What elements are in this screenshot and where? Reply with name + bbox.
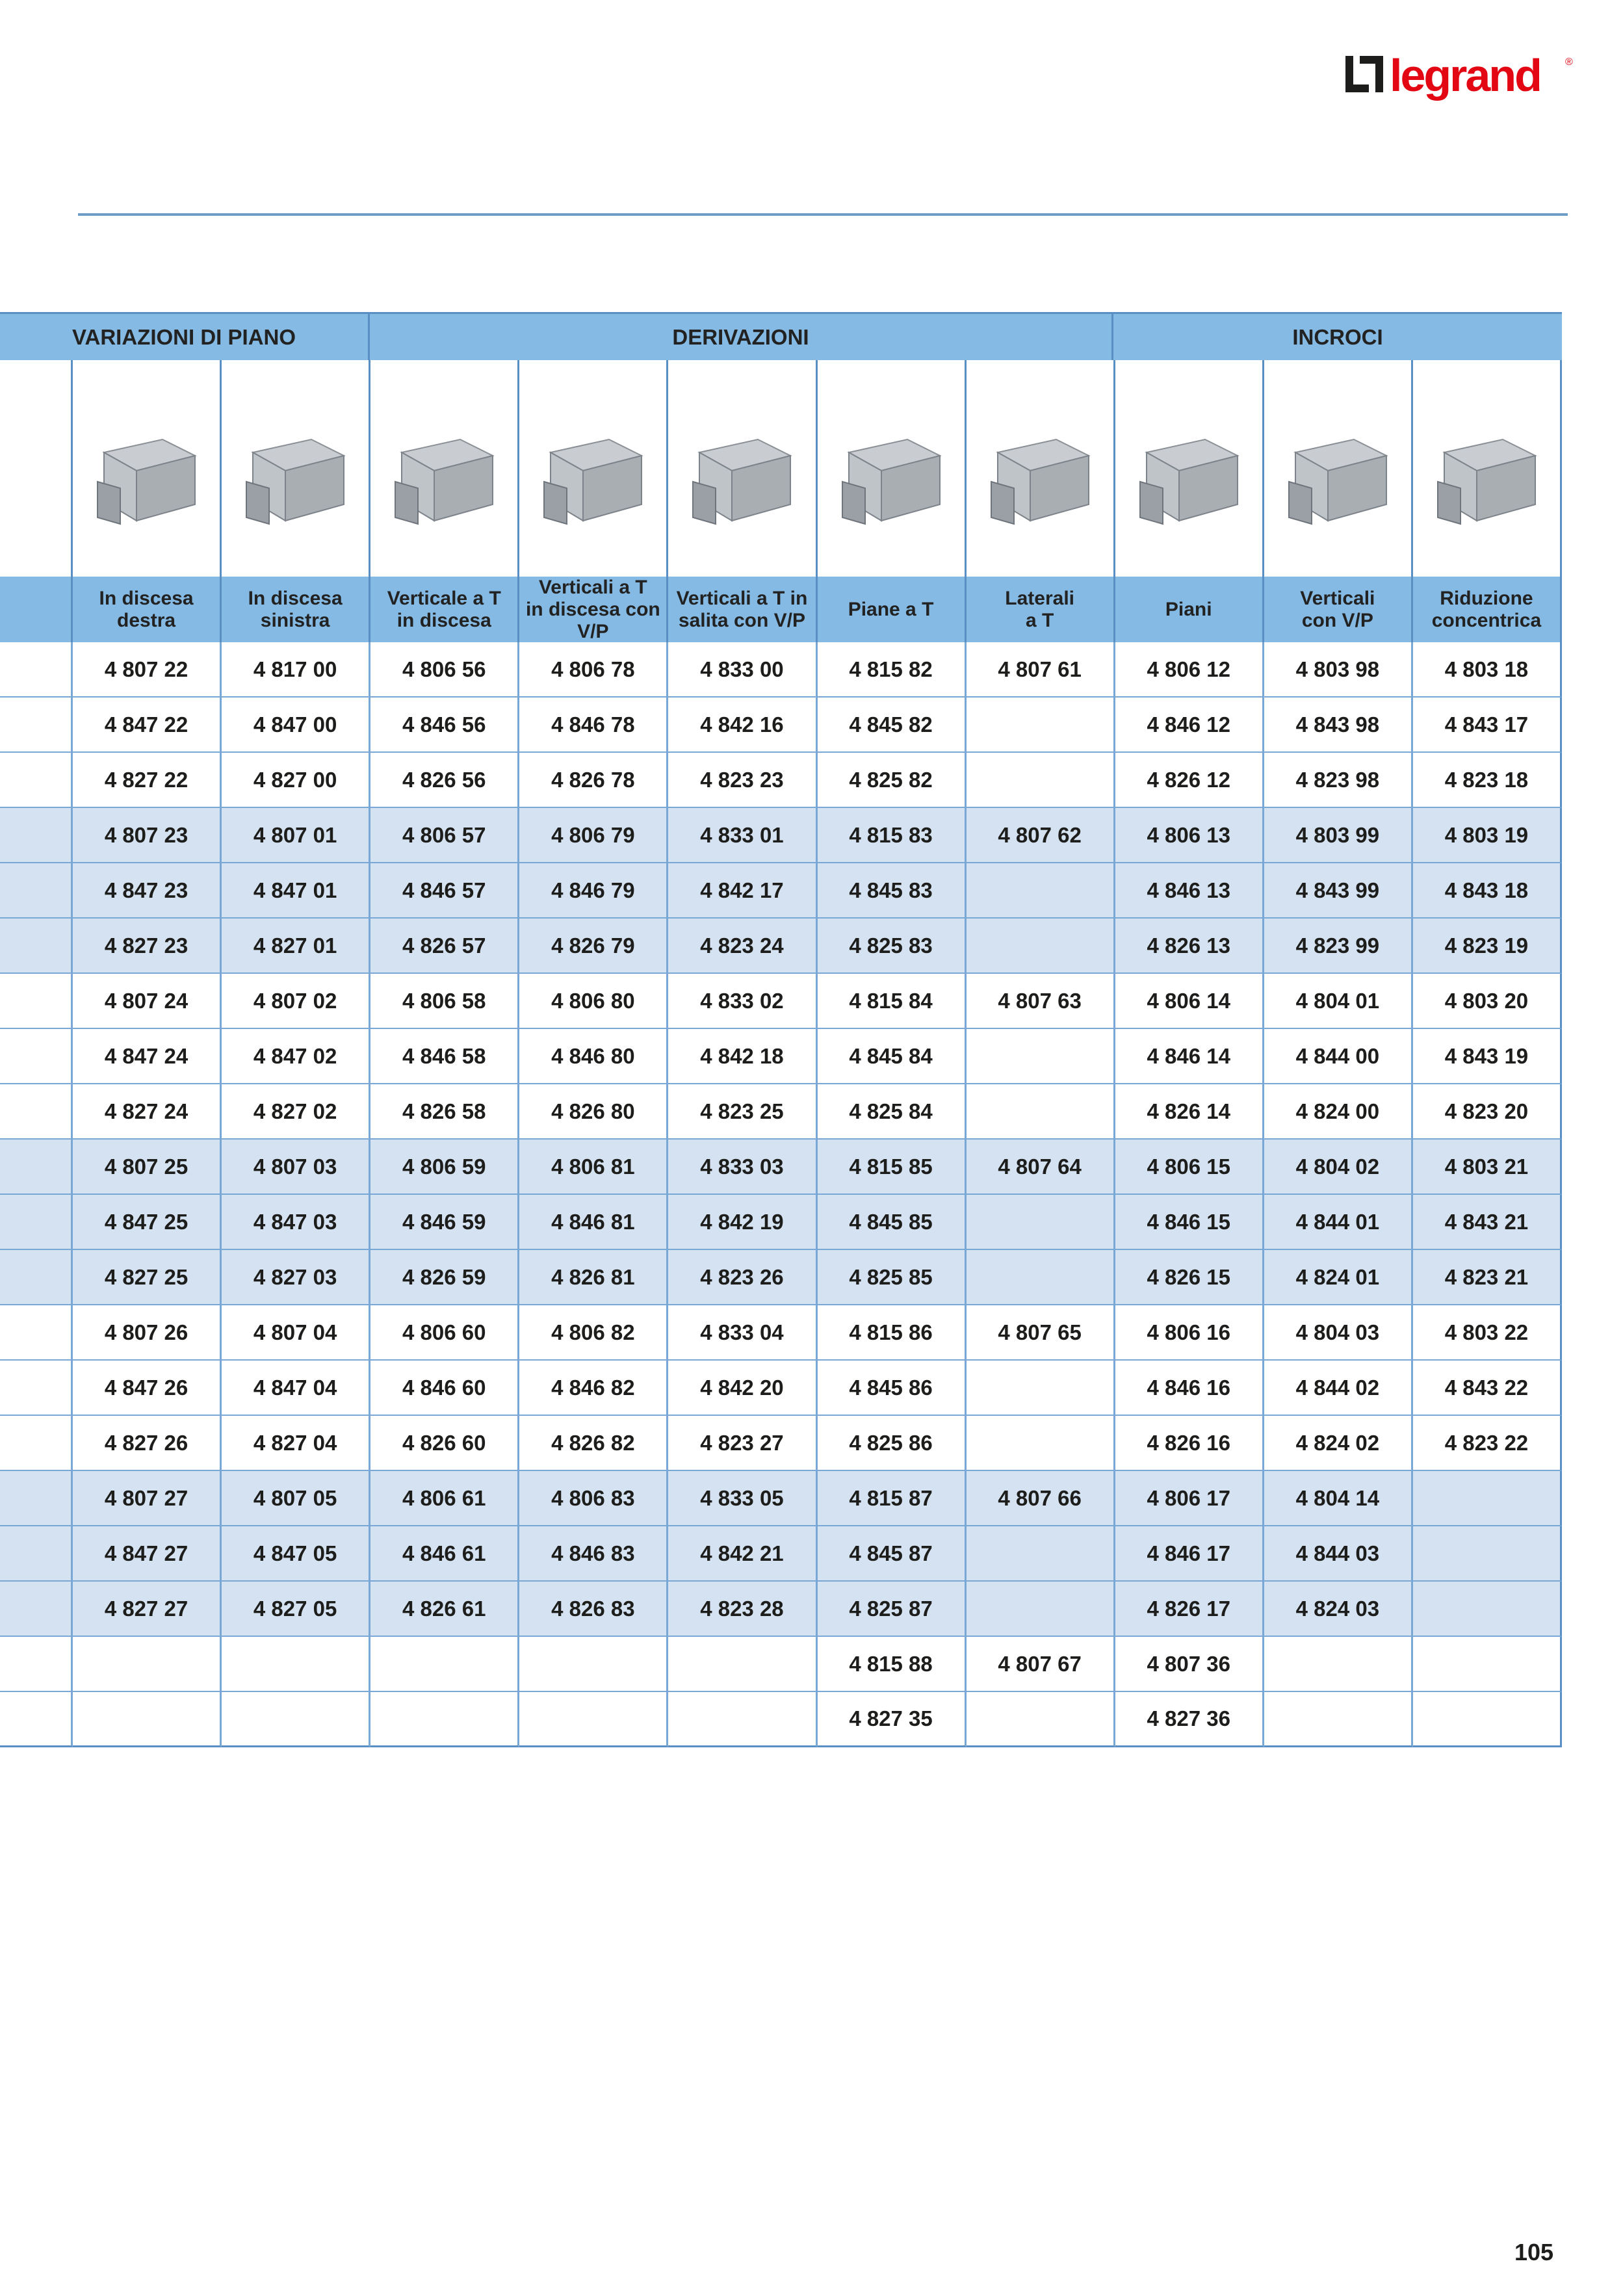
image-row-spacer xyxy=(0,360,73,577)
row-spacer xyxy=(0,1140,73,1195)
column-header: Verticali con V/P xyxy=(1264,577,1413,643)
row-spacer xyxy=(0,1526,73,1582)
table-row xyxy=(0,1471,1562,1526)
product-code-cell: 4 826 78 xyxy=(519,753,668,808)
product-code-cell: 4 833 05 xyxy=(668,1471,817,1526)
image-cell xyxy=(818,360,967,577)
product-code-cell: 4 806 82 xyxy=(519,1305,668,1361)
product-code-cell: 4 823 19 xyxy=(1413,919,1562,974)
product-code-cell xyxy=(967,1361,1115,1416)
product-code-cell xyxy=(967,753,1115,808)
product-code-cell: 4 826 14 xyxy=(1115,1084,1264,1140)
table-row xyxy=(0,753,1562,808)
product-code-cell: 4 845 83 xyxy=(818,863,967,919)
product-code-cell: 4 806 83 xyxy=(519,1471,668,1526)
product-code-cell: 4 807 05 xyxy=(222,1471,370,1526)
column-header: Piani xyxy=(1115,577,1264,643)
vertical-cross-vp-image xyxy=(1276,394,1399,543)
product-code-cell xyxy=(967,1084,1115,1140)
product-code-cell: 4 815 86 xyxy=(818,1305,967,1361)
product-code-cell: 4 826 80 xyxy=(519,1084,668,1140)
product-code-cell: 4 815 85 xyxy=(818,1140,967,1195)
product-code-cell: 4 824 01 xyxy=(1264,1250,1413,1305)
column-header: Piane a T xyxy=(818,577,967,643)
product-code-cell xyxy=(1264,1692,1413,1747)
product-code-cell: 4 847 22 xyxy=(73,698,222,753)
product-code-cell: 4 846 56 xyxy=(370,698,519,753)
product-code-cell: 4 827 22 xyxy=(73,753,222,808)
product-code-cell xyxy=(519,1692,668,1747)
product-code-cell: 4 826 16 xyxy=(1115,1416,1264,1471)
product-code-cell: 4 826 12 xyxy=(1115,753,1264,808)
product-code-cell: 4 804 02 xyxy=(1264,1140,1413,1195)
product-code-cell: 4 825 82 xyxy=(818,753,967,808)
product-code-cell: 4 827 27 xyxy=(73,1582,222,1637)
product-code-cell: 4 847 24 xyxy=(73,1029,222,1084)
product-code-cell: 4 823 24 xyxy=(668,919,817,974)
product-code-cell: 4 826 60 xyxy=(370,1416,519,1471)
product-code-cell: 4 844 00 xyxy=(1264,1029,1413,1084)
row-spacer xyxy=(0,1416,73,1471)
product-code-cell xyxy=(1264,1637,1413,1692)
vertical-t-descending-vp-image xyxy=(531,394,655,543)
product-code-cell: 4 807 04 xyxy=(222,1305,370,1361)
table-row xyxy=(0,863,1562,919)
product-code-cell: 4 826 57 xyxy=(370,919,519,974)
product-code-cell: 4 807 24 xyxy=(73,974,222,1029)
product-code-cell xyxy=(668,1637,817,1692)
table-row xyxy=(0,698,1562,753)
product-code-cell: 4 827 24 xyxy=(73,1084,222,1140)
product-code-cell: 4 826 79 xyxy=(519,919,668,974)
product-code-cell: 4 846 13 xyxy=(1115,863,1264,919)
product-code-cell: 4 807 23 xyxy=(73,808,222,863)
product-code-cell: 4 815 88 xyxy=(818,1637,967,1692)
product-code-cell: 4 833 01 xyxy=(668,808,817,863)
product-code-cell: 4 845 82 xyxy=(818,698,967,753)
column-header-spacer xyxy=(0,577,73,643)
product-code-cell: 4 846 15 xyxy=(1115,1195,1264,1250)
product-code-cell: 4 823 26 xyxy=(668,1250,817,1305)
product-code-cell: 4 807 01 xyxy=(222,808,370,863)
product-code-cell: 4 847 23 xyxy=(73,863,222,919)
product-code-cell: 4 824 00 xyxy=(1264,1084,1413,1140)
page-number: 105 xyxy=(1514,2239,1554,2265)
product-code-cell xyxy=(967,919,1115,974)
column-header: Verticale a T in discesa xyxy=(370,577,519,643)
product-code-cell: 4 807 03 xyxy=(222,1140,370,1195)
product-code-cell: 4 807 22 xyxy=(73,642,222,698)
descending-bend-left-image xyxy=(233,394,357,543)
section-incroci: INCROCI xyxy=(1292,324,1383,349)
product-code-cell: 4 827 01 xyxy=(222,919,370,974)
product-code-cell xyxy=(967,1692,1115,1747)
product-code-cell: 4 815 83 xyxy=(818,808,967,863)
product-code-cell: 4 826 58 xyxy=(370,1084,519,1140)
product-code-cell: 4 806 80 xyxy=(519,974,668,1029)
product-code-cell: 4 803 20 xyxy=(1413,974,1562,1029)
product-code-cell: 4 807 61 xyxy=(967,642,1115,698)
product-code-cell xyxy=(73,1637,222,1692)
product-code-cell: 4 807 65 xyxy=(967,1305,1115,1361)
table-row xyxy=(0,1416,1562,1471)
product-code-cell: 4 846 59 xyxy=(370,1195,519,1250)
row-spacer xyxy=(0,808,73,863)
table-row xyxy=(0,808,1562,863)
product-code-cell: 4 846 58 xyxy=(370,1029,519,1084)
product-code-cell xyxy=(1413,1692,1562,1747)
product-code-cell: 4 843 22 xyxy=(1413,1361,1562,1416)
product-code-cell: 4 842 19 xyxy=(668,1195,817,1250)
product-code-cell: 4 847 02 xyxy=(222,1029,370,1084)
product-code-cell: 4 826 15 xyxy=(1115,1250,1264,1305)
legrand-logo xyxy=(1344,51,1578,105)
product-code-cell: 4 842 18 xyxy=(668,1029,817,1084)
table-row xyxy=(0,1084,1562,1140)
product-code-cell: 4 833 03 xyxy=(668,1140,817,1195)
product-code-cell xyxy=(967,1250,1115,1305)
table-row xyxy=(0,642,1562,698)
section-variazioni-di-piano: VARIAZIONI DI PIANO xyxy=(0,314,370,360)
table-row xyxy=(0,1526,1562,1582)
product-code-cell: 4 807 27 xyxy=(73,1471,222,1526)
product-code-cell xyxy=(222,1637,370,1692)
product-code-cell: 4 847 01 xyxy=(222,863,370,919)
row-spacer xyxy=(0,1692,73,1747)
row-spacer xyxy=(0,863,73,919)
product-code-cell: 4 803 19 xyxy=(1413,808,1562,863)
product-code-cell: 4 825 83 xyxy=(818,919,967,974)
product-code-cell: 4 825 85 xyxy=(818,1250,967,1305)
product-code-cell xyxy=(1413,1637,1562,1692)
product-code-cell: 4 846 80 xyxy=(519,1029,668,1084)
image-cell xyxy=(519,360,668,577)
product-code-cell: 4 827 36 xyxy=(1115,1692,1264,1747)
product-code-cell: 4 806 57 xyxy=(370,808,519,863)
column-header-row xyxy=(0,577,1562,642)
product-code-cell: 4 823 23 xyxy=(668,753,817,808)
row-spacer xyxy=(0,1195,73,1250)
product-code-table xyxy=(0,312,1562,1747)
svg-text:®: ® xyxy=(1565,57,1573,68)
product-code-cell: 4 846 12 xyxy=(1115,698,1264,753)
row-spacer xyxy=(0,1029,73,1084)
product-code-cell: 4 847 00 xyxy=(222,698,370,753)
table-row xyxy=(0,1140,1562,1195)
table-row xyxy=(0,1692,1562,1747)
product-code-cell xyxy=(1413,1582,1562,1637)
row-spacer xyxy=(0,1582,73,1637)
flat-tee-image xyxy=(829,394,953,543)
product-code-cell: 4 815 82 xyxy=(818,642,967,698)
table-row xyxy=(0,1582,1562,1637)
product-code-cell: 4 847 26 xyxy=(73,1361,222,1416)
product-code-cell: 4 846 17 xyxy=(1115,1526,1264,1582)
product-code-cell: 4 804 01 xyxy=(1264,974,1413,1029)
row-spacer xyxy=(0,642,73,698)
image-cell xyxy=(1115,360,1264,577)
row-spacer xyxy=(0,1084,73,1140)
product-code-cell: 4 842 16 xyxy=(668,698,817,753)
product-code-cell: 4 824 03 xyxy=(1264,1582,1413,1637)
product-code-cell: 4 845 87 xyxy=(818,1526,967,1582)
image-cell xyxy=(73,360,222,577)
header-divider xyxy=(78,213,1568,216)
product-code-cell: 4 827 25 xyxy=(73,1250,222,1305)
image-cell xyxy=(222,360,370,577)
product-code-cell: 4 815 87 xyxy=(818,1471,967,1526)
table-row xyxy=(0,1305,1562,1361)
product-code-cell: 4 847 25 xyxy=(73,1195,222,1250)
product-code-cell: 4 807 02 xyxy=(222,974,370,1029)
product-code-cell: 4 807 63 xyxy=(967,974,1115,1029)
product-code-cell xyxy=(370,1692,519,1747)
product-code-cell: 4 804 03 xyxy=(1264,1305,1413,1361)
product-code-cell: 4 826 59 xyxy=(370,1250,519,1305)
table-row xyxy=(0,1637,1562,1692)
product-code-cell: 4 824 02 xyxy=(1264,1416,1413,1471)
product-code-cell: 4 844 03 xyxy=(1264,1526,1413,1582)
product-code-cell xyxy=(967,698,1115,753)
product-code-cell: 4 833 04 xyxy=(668,1305,817,1361)
table-row xyxy=(0,1361,1562,1416)
table-row xyxy=(0,1250,1562,1305)
table-row xyxy=(0,919,1562,974)
product-code-cell xyxy=(668,1692,817,1747)
product-code-cell: 4 806 17 xyxy=(1115,1471,1264,1526)
product-code-cell: 4 827 02 xyxy=(222,1084,370,1140)
row-spacer xyxy=(0,698,73,753)
product-code-cell xyxy=(73,1692,222,1747)
row-spacer xyxy=(0,919,73,974)
flat-cross-image xyxy=(1127,394,1251,543)
product-code-cell: 4 844 02 xyxy=(1264,1361,1413,1416)
product-code-cell: 4 826 82 xyxy=(519,1416,668,1471)
product-code-cell: 4 842 21 xyxy=(668,1526,817,1582)
product-code-cell: 4 807 67 xyxy=(967,1637,1115,1692)
row-spacer xyxy=(0,1305,73,1361)
product-code-cell: 4 846 82 xyxy=(519,1361,668,1416)
column-header: In discesa sinistra xyxy=(222,577,370,643)
svg-text:legrand: legrand xyxy=(1390,51,1540,101)
column-header: Laterali a T xyxy=(967,577,1115,643)
product-code-cell xyxy=(967,1526,1115,1582)
column-header: Verticali a T in discesa con V/P xyxy=(519,577,668,643)
section-derivazioni: DERIVAZIONI xyxy=(370,314,1113,360)
product-code-cell: 4 843 21 xyxy=(1413,1195,1562,1250)
product-code-cell: 4 803 22 xyxy=(1413,1305,1562,1361)
product-code-cell: 4 826 83 xyxy=(519,1582,668,1637)
concentric-reducer-image xyxy=(1425,394,1548,543)
product-code-cell: 4 827 05 xyxy=(222,1582,370,1637)
product-code-cell: 4 845 84 xyxy=(818,1029,967,1084)
table-row xyxy=(0,974,1562,1029)
product-code-cell: 4 826 81 xyxy=(519,1250,668,1305)
product-code-cell: 4 845 85 xyxy=(818,1195,967,1250)
product-code-cell: 4 826 61 xyxy=(370,1582,519,1637)
product-code-cell: 4 807 36 xyxy=(1115,1637,1264,1692)
product-code-cell: 4 846 57 xyxy=(370,863,519,919)
product-code-cell: 4 846 60 xyxy=(370,1361,519,1416)
product-code-cell: 4 806 12 xyxy=(1115,642,1264,698)
product-code-cell: 4 817 00 xyxy=(222,642,370,698)
product-code-cell: 4 806 58 xyxy=(370,974,519,1029)
product-code-cell: 4 844 01 xyxy=(1264,1195,1413,1250)
product-code-cell: 4 846 16 xyxy=(1115,1361,1264,1416)
product-code-cell: 4 847 05 xyxy=(222,1526,370,1582)
product-code-cell: 4 843 17 xyxy=(1413,698,1562,753)
product-image-row xyxy=(0,360,1562,577)
product-code-cell: 4 806 60 xyxy=(370,1305,519,1361)
column-header: Riduzione concentrica xyxy=(1413,577,1562,643)
product-code-cell: 4 803 21 xyxy=(1413,1140,1562,1195)
product-code-cell: 4 825 86 xyxy=(818,1416,967,1471)
product-code-cell: 4 846 61 xyxy=(370,1526,519,1582)
table-row xyxy=(0,1029,1562,1084)
product-code-cell: 4 827 03 xyxy=(222,1250,370,1305)
product-code-cell xyxy=(967,863,1115,919)
product-code-cell xyxy=(967,1582,1115,1637)
table-row xyxy=(0,1195,1562,1250)
product-code-cell: 4 807 62 xyxy=(967,808,1115,863)
product-code-cell: 4 806 79 xyxy=(519,808,668,863)
product-code-cell: 4 846 81 xyxy=(519,1195,668,1250)
product-code-cell: 4 823 22 xyxy=(1413,1416,1562,1471)
product-code-cell: 4 823 99 xyxy=(1264,919,1413,974)
product-code-cell: 4 827 26 xyxy=(73,1416,222,1471)
product-code-cell: 4 806 14 xyxy=(1115,974,1264,1029)
product-code-cell: 4 843 98 xyxy=(1264,698,1413,753)
row-spacer xyxy=(0,1637,73,1692)
column-header: Verticali a T in salita con V/P xyxy=(668,577,817,643)
product-code-cell: 4 827 35 xyxy=(818,1692,967,1747)
section-header-row xyxy=(0,312,1562,360)
product-code-cell: 4 847 03 xyxy=(222,1195,370,1250)
image-cell xyxy=(1413,360,1562,577)
row-spacer xyxy=(0,974,73,1029)
product-code-cell xyxy=(1413,1526,1562,1582)
vertical-t-ascending-vp-image xyxy=(680,394,803,543)
product-code-cell: 4 823 98 xyxy=(1264,753,1413,808)
product-code-cell: 4 846 79 xyxy=(519,863,668,919)
product-code-cell: 4 845 86 xyxy=(818,1361,967,1416)
product-code-cell xyxy=(519,1637,668,1692)
product-code-cell: 4 806 59 xyxy=(370,1140,519,1195)
product-code-cell xyxy=(967,1195,1115,1250)
product-code-cell: 4 846 83 xyxy=(519,1526,668,1582)
product-code-cell: 4 823 21 xyxy=(1413,1250,1562,1305)
product-code-cell: 4 804 14 xyxy=(1264,1471,1413,1526)
product-code-cell: 4 833 00 xyxy=(668,642,817,698)
product-code-cell: 4 826 56 xyxy=(370,753,519,808)
product-code-cell: 4 833 02 xyxy=(668,974,817,1029)
product-code-cell: 4 806 15 xyxy=(1115,1140,1264,1195)
vertical-t-descending-image xyxy=(382,394,506,543)
product-code-cell: 4 806 78 xyxy=(519,642,668,698)
column-header: In discesa destra xyxy=(73,577,222,643)
product-code-cell: 4 842 17 xyxy=(668,863,817,919)
product-code-cell: 4 806 13 xyxy=(1115,808,1264,863)
product-code-cell: 4 827 23 xyxy=(73,919,222,974)
product-code-cell: 4 826 17 xyxy=(1115,1582,1264,1637)
product-code-cell: 4 806 81 xyxy=(519,1140,668,1195)
product-code-cell xyxy=(222,1692,370,1747)
product-code-cell: 4 843 99 xyxy=(1264,863,1413,919)
table-body xyxy=(0,642,1562,1747)
product-code-cell: 4 846 78 xyxy=(519,698,668,753)
product-code-cell: 4 847 27 xyxy=(73,1526,222,1582)
product-code-cell: 4 806 56 xyxy=(370,642,519,698)
product-code-cell: 4 843 18 xyxy=(1413,863,1562,919)
product-code-cell: 4 847 04 xyxy=(222,1361,370,1416)
product-code-cell xyxy=(967,1029,1115,1084)
product-code-cell: 4 823 28 xyxy=(668,1582,817,1637)
product-code-cell xyxy=(1413,1471,1562,1526)
image-cell xyxy=(967,360,1115,577)
lateral-tee-image xyxy=(978,394,1102,543)
row-spacer xyxy=(0,753,73,808)
product-code-cell: 4 807 26 xyxy=(73,1305,222,1361)
product-code-cell: 4 823 18 xyxy=(1413,753,1562,808)
product-code-cell: 4 806 16 xyxy=(1115,1305,1264,1361)
image-cell xyxy=(370,360,519,577)
product-code-cell: 4 815 84 xyxy=(818,974,967,1029)
product-code-cell: 4 823 20 xyxy=(1413,1084,1562,1140)
image-cell xyxy=(1264,360,1413,577)
descending-bend-right-image xyxy=(84,394,208,543)
product-code-cell: 4 825 87 xyxy=(818,1582,967,1637)
product-code-cell: 4 806 61 xyxy=(370,1471,519,1526)
product-code-cell: 4 846 14 xyxy=(1115,1029,1264,1084)
image-cell xyxy=(668,360,817,577)
product-code-cell: 4 803 18 xyxy=(1413,642,1562,698)
product-code-cell xyxy=(967,1416,1115,1471)
legrand-logo-mark xyxy=(1344,51,1578,105)
row-spacer xyxy=(0,1361,73,1416)
product-code-cell: 4 807 66 xyxy=(967,1471,1115,1526)
product-code-cell: 4 842 20 xyxy=(668,1361,817,1416)
row-spacer xyxy=(0,1471,73,1526)
product-code-cell xyxy=(370,1637,519,1692)
product-code-cell: 4 803 98 xyxy=(1264,642,1413,698)
product-code-cell: 4 823 27 xyxy=(668,1416,817,1471)
row-spacer xyxy=(0,1250,73,1305)
product-code-cell: 4 825 84 xyxy=(818,1084,967,1140)
product-code-cell: 4 807 25 xyxy=(73,1140,222,1195)
product-code-cell: 4 826 13 xyxy=(1115,919,1264,974)
product-code-cell: 4 827 04 xyxy=(222,1416,370,1471)
product-code-cell: 4 807 64 xyxy=(967,1140,1115,1195)
product-code-cell: 4 843 19 xyxy=(1413,1029,1562,1084)
product-code-cell: 4 803 99 xyxy=(1264,808,1413,863)
product-code-cell: 4 823 25 xyxy=(668,1084,817,1140)
product-code-cell: 4 827 00 xyxy=(222,753,370,808)
